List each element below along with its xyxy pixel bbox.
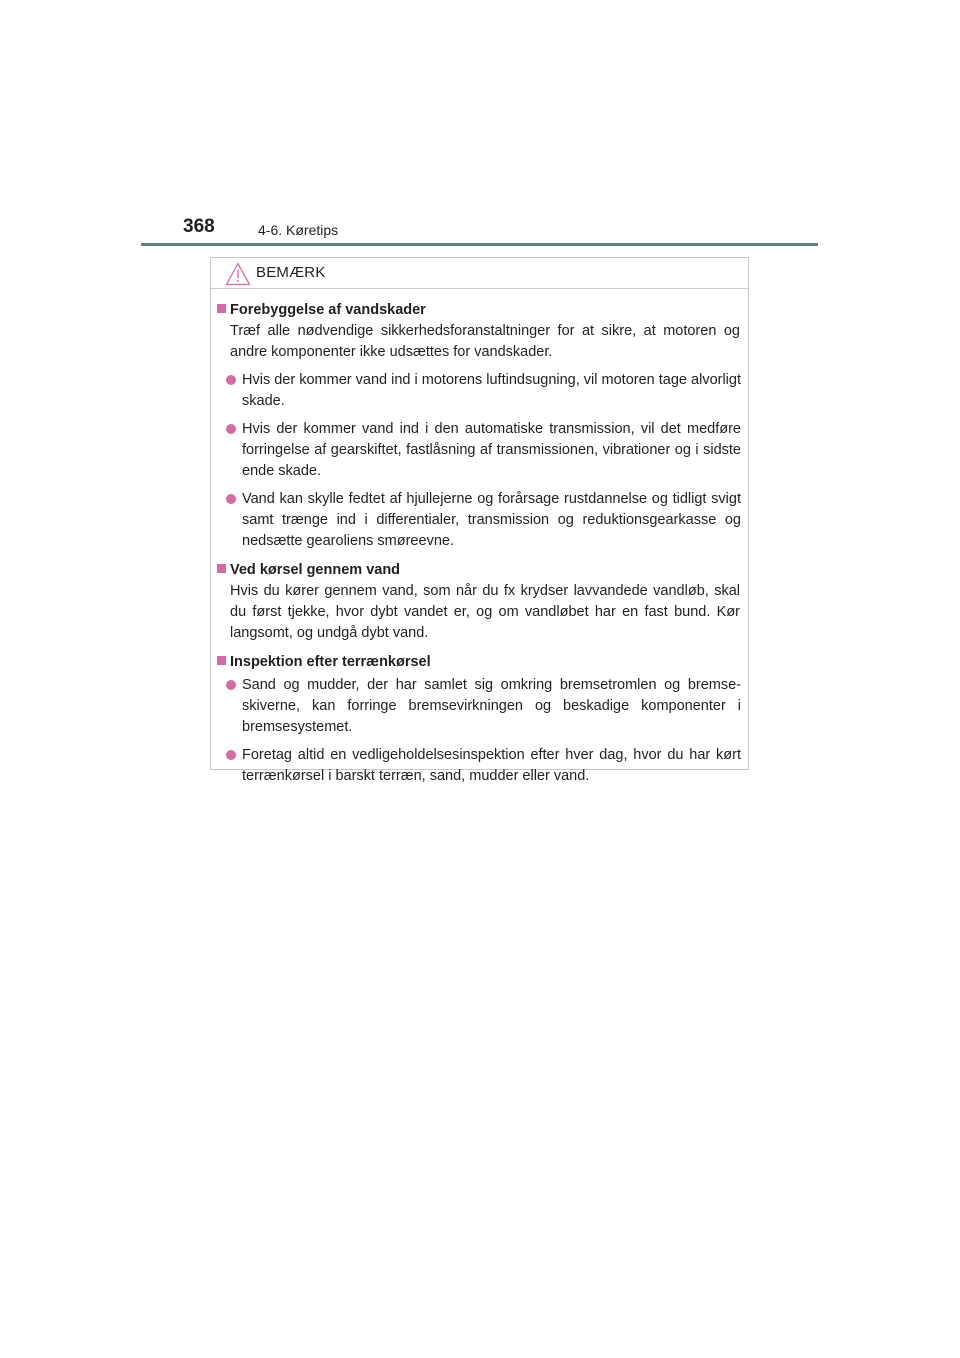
square-bullet-icon — [217, 564, 226, 573]
list-item-text: Foretag altid en vedligeholdelsesinspektion efter hver dag, hvor du har kørt terrænkørsel i barskt terræn, sand, mudder eller vand. — [242, 747, 741, 784]
list-item — [242, 745, 741, 787]
section-paragraph: Hvis du kører gennem vand, som når du fx krydser lavvandede vandløb, skal du først tjekke, hvor dybt vandet er, og om vandløbet har en fast bund. Kør langsomt, og undgå dybt vand. — [230, 583, 740, 641]
list-item-text: Sand og mudder, der har samlet sig omkring bremsetromlen og bremse-skiverne, kan forringe bremsevirkningen og beskadige komponenter i bremsesystemet. — [242, 677, 741, 735]
list-item — [242, 675, 741, 738]
list-item-text: Vand kan skylle fedtet af hjullejerne og forårsage rustdannelse og tidligt svigt samt trænge ind i differentialer, transmission og reduktionsgearkasse og nedsætte gearoliens smøreevne. — [242, 491, 741, 549]
section-water-damage — [211, 300, 748, 552]
page-number: 368 — [183, 216, 215, 237]
list-item — [242, 419, 741, 482]
notice-content — [211, 300, 748, 795]
section-title: 4-6. Køretips — [258, 222, 339, 238]
circle-bullet-icon — [226, 494, 236, 504]
section-driving-through-water — [211, 560, 748, 644]
header-rule — [141, 243, 818, 246]
section-heading — [211, 300, 748, 321]
section-heading-text: Ved kørsel gennem vand — [230, 562, 401, 578]
circle-bullet-icon — [226, 750, 236, 760]
section-heading-text: Inspektion efter terrænkørsel — [230, 654, 431, 670]
square-bullet-icon — [217, 656, 226, 665]
section-heading — [211, 560, 748, 581]
section-heading — [211, 652, 748, 673]
list-item-text: Hvis der kommer vand ind i motorens luftindsugning, vil motoren tage alvorligt skade. — [242, 372, 741, 409]
notice-header — [211, 258, 748, 289]
section-heading-text: Forebyggelse af vandskader — [230, 302, 426, 318]
section-offroad-inspection — [211, 652, 748, 787]
circle-bullet-icon — [226, 424, 236, 434]
warning-triangle-icon — [225, 262, 251, 286]
notice-title: BEMÆRK — [256, 264, 326, 281]
circle-bullet-icon — [226, 680, 236, 690]
list-item-text: Hvis der kommer vand ind i den automatiske transmission, vil det medføre forringelse af gearskiftet, fastlåsning af transmissionen, vibrationer og i sidste ende skade. — [242, 421, 741, 479]
list-item — [242, 370, 741, 412]
circle-bullet-icon — [226, 375, 236, 385]
square-bullet-icon — [217, 304, 226, 313]
list-item — [242, 489, 741, 552]
notice-box — [210, 257, 749, 784]
section-paragraph: Træf alle nødvendige sikkerhedsforanstaltninger for at sikre, at motoren og andre komponenter ikke udsættes for vandskader. — [230, 323, 740, 360]
